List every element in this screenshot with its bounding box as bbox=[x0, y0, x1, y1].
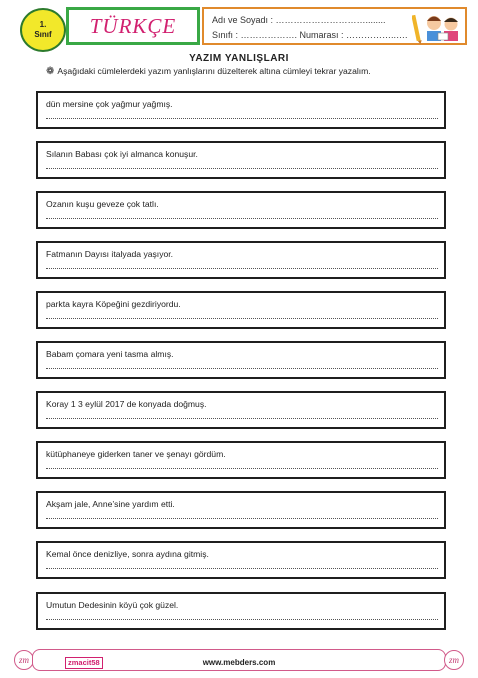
answer-line[interactable] bbox=[46, 619, 438, 620]
exercise-card-2 bbox=[36, 141, 446, 179]
exercise-sentence: Sılanın Babası çok iyi almanca konuşur. bbox=[46, 149, 198, 159]
exercise-card-5 bbox=[36, 291, 446, 329]
exercise-sentence: kütüphaneye giderken taner ve şenayı gördüm. bbox=[46, 449, 226, 459]
answer-line[interactable] bbox=[46, 468, 438, 469]
website-link[interactable]: www.mebders.com bbox=[202, 658, 276, 667]
answer-line[interactable] bbox=[46, 568, 438, 569]
exercise-sentence: Umutun Dedesinin köyü çok güzel. bbox=[46, 600, 179, 610]
exercise-card-3 bbox=[36, 191, 446, 229]
footer-bar bbox=[32, 649, 446, 671]
exercise-sentence: Ozanın kuşu geveze çok tatlı. bbox=[46, 199, 159, 209]
author-tag: zmacit58 bbox=[65, 657, 103, 669]
bullet-flower-icon: ❁ bbox=[46, 66, 55, 77]
answer-line[interactable] bbox=[46, 368, 438, 369]
student-info-box bbox=[202, 7, 467, 45]
subject-title: TÜRKÇE bbox=[89, 13, 177, 38]
worksheet-footer bbox=[8, 647, 470, 673]
page-title: YAZIM YANLIŞLARI bbox=[189, 53, 289, 64]
zm-logo-left: zm bbox=[14, 650, 34, 670]
student-name-line: Adı ve Soyadı : …………………………........ bbox=[212, 15, 386, 25]
exercise-sentence: Koray 1 3 eylül 2017 de konyada doğmuş. bbox=[46, 399, 207, 409]
exercise-card-8 bbox=[36, 441, 446, 479]
grade-label: Sınıf bbox=[34, 30, 52, 39]
exercise-sentence: parkta kayra Köpeğini gezdiriyordu. bbox=[46, 299, 181, 309]
exercise-sentence: dün mersine çok yağmur yağmış. bbox=[46, 99, 173, 109]
exercise-card-9 bbox=[36, 491, 446, 529]
answer-line[interactable] bbox=[46, 418, 438, 419]
exercise-card-11 bbox=[36, 592, 446, 630]
kids-reading-icon bbox=[412, 11, 462, 45]
answer-line[interactable] bbox=[46, 118, 438, 119]
exercise-sentence: Akşam jale, Anne’sine yardım etti. bbox=[46, 499, 175, 509]
instruction bbox=[46, 66, 466, 77]
answer-line[interactable] bbox=[46, 168, 438, 169]
exercise-card-10 bbox=[36, 541, 446, 579]
exercise-card-7 bbox=[36, 391, 446, 429]
grade-badge bbox=[20, 8, 66, 52]
exercise-sentence: Babam çomara yeni tasma almış. bbox=[46, 349, 174, 359]
answer-line[interactable] bbox=[46, 268, 438, 269]
exercise-card-6 bbox=[36, 341, 446, 379]
exercise-sentence: Kemal önce denizliye, sonra aydına gitmiş. bbox=[46, 549, 209, 559]
subject-title-box bbox=[66, 7, 200, 45]
answer-line[interactable] bbox=[46, 518, 438, 519]
exercise-sentence: Fatmanın Dayısı italyada yaşıyor. bbox=[46, 249, 174, 259]
zm-logo-right: zm bbox=[444, 650, 464, 670]
exercise-card-4 bbox=[36, 241, 446, 279]
instruction-text: Aşağıdaki cümlelerdeki yazım yanlışlarını düzelterek altına cümleyi tekrar yazalım. bbox=[57, 66, 371, 76]
answer-line[interactable] bbox=[46, 218, 438, 219]
exercise-card-1 bbox=[36, 91, 446, 129]
answer-line[interactable] bbox=[46, 318, 438, 319]
grade-number: 1. bbox=[39, 20, 47, 29]
student-class-line: Sınıfı : ………………. Numarası : ……………..…. bbox=[212, 30, 408, 40]
worksheet-header bbox=[6, 5, 469, 51]
